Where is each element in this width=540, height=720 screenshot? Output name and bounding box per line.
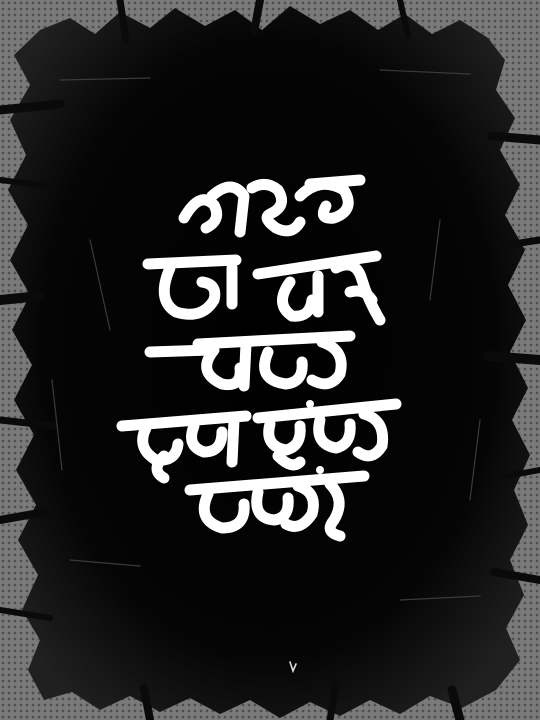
calligraphy-word-3 [150, 336, 350, 386]
calligraphy-word-1 [184, 180, 360, 232]
tick-mark-icon [288, 660, 298, 674]
calligraphy-word-5 [190, 476, 364, 536]
calligraphy-word-4 [122, 404, 396, 478]
